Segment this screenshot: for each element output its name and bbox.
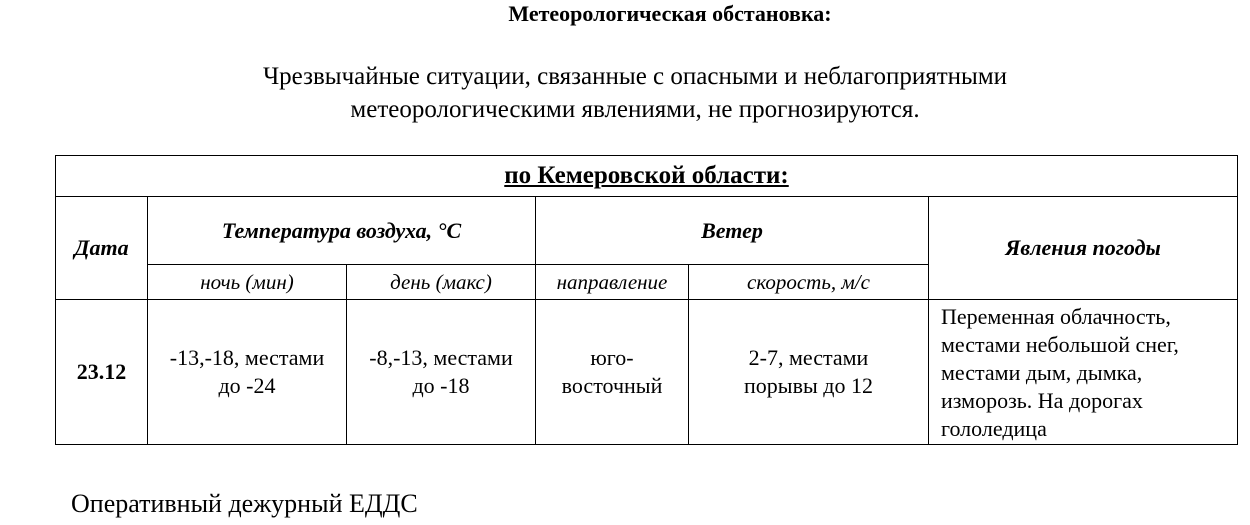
temperature-header: Температура воздуха, °С [148,197,536,265]
duty-officer-signature: Оперативный дежурный ЕДДС [71,489,418,518]
wind-speed-cell [689,300,929,445]
phenomena-line-5: гололедица [941,416,1047,441]
forecast-notice [110,60,1160,126]
phenomena-line-4: изморозь. На дорогах [941,388,1143,413]
wind-direction-line-2: восточный [561,373,663,398]
wind-direction-cell [536,300,689,445]
phenomena-line-3: местами дым, дымка, [941,360,1143,385]
night-temp-cell [148,300,347,445]
phenomena-line-2: местами небольшой снег, [941,332,1179,357]
day-temp-line-1: -8,-13, местами [369,345,513,370]
region-title: по Кемеровской области: [56,156,1238,197]
night-temp-line-1: -13,-18, местами [169,345,325,370]
phenomena-cell [929,300,1238,445]
date-cell: 23.12 [56,300,148,445]
document-heading: Метеорологическая обстановка: [508,1,832,26]
notice-line-2: метеорологическими явлениями, не прогнозируются. [350,96,920,123]
day-temp-cell [347,300,536,445]
wind-speed-line-2: порывы до 12 [744,373,873,398]
region-row [56,156,1238,197]
phenomena-header: Явления погоды [929,197,1238,300]
night-temp-line-2: до -24 [218,373,276,398]
wind-direction-line-1: юго- [590,345,634,370]
speed-subheader: скорость, м/с [689,265,929,300]
day-temp-line-2: до -18 [412,373,470,398]
notice-line-1: Чрезвычайные ситуации, связанные с опасными и неблагоприятными [262,63,1008,90]
weather-table [55,155,1238,445]
wind-speed-line-1: 2-7, местами [748,345,869,370]
phenomena-line-1: Переменная облачность, [941,304,1171,329]
night-subheader: ночь (мин) [148,265,347,300]
date-header: Дата [56,197,148,300]
header-row [56,197,1238,265]
wind-header: Ветер [536,197,929,265]
day-subheader: день (макс) [347,265,536,300]
direction-subheader: направление [536,265,689,300]
table-row [56,300,1238,445]
